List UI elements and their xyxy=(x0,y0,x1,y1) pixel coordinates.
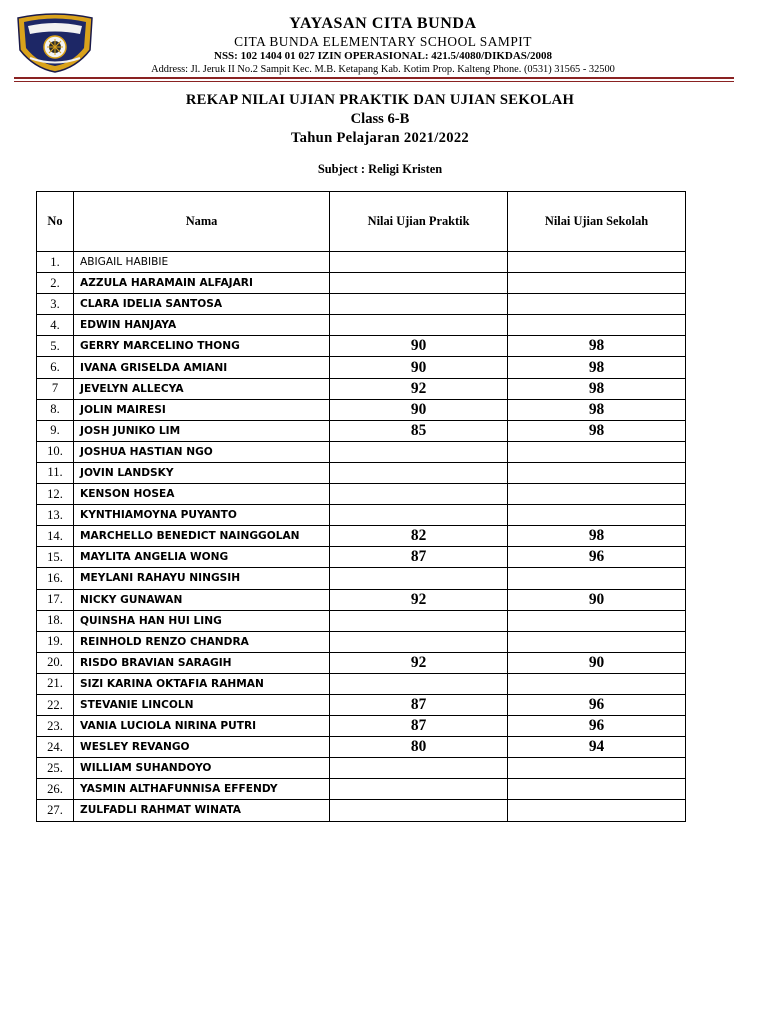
school-score: 90 xyxy=(508,652,686,673)
row-number: 19. xyxy=(37,631,74,652)
letterhead xyxy=(100,14,666,76)
school-score: 98 xyxy=(508,420,686,441)
student-name: KYNTHIAMOYNA PUYANTO xyxy=(74,505,330,526)
table-row xyxy=(37,399,686,420)
table-row xyxy=(37,441,686,462)
school-score: 94 xyxy=(508,737,686,758)
row-number: 7 xyxy=(37,378,74,399)
student-name: MAYLITA ANGELIA WONG xyxy=(74,547,330,568)
row-number: 23. xyxy=(37,716,74,737)
school-score: 96 xyxy=(508,716,686,737)
class-label: Class 6-B xyxy=(350,111,410,127)
table-row xyxy=(37,294,686,315)
student-name: MEYLANI RAHAYU NINGSIH xyxy=(74,568,330,589)
header-no: No xyxy=(37,192,74,252)
table-row xyxy=(37,694,686,715)
student-name: IVANA GRISELDA AMIANI xyxy=(74,357,330,378)
practice-score: 80 xyxy=(330,737,508,758)
row-number: 27. xyxy=(37,800,74,821)
letterhead-divider xyxy=(14,77,734,79)
practice-score xyxy=(330,779,508,800)
table-row xyxy=(37,315,686,336)
academic-year: Tahun Pelajaran 2021/2022 xyxy=(290,130,470,146)
practice-score xyxy=(330,758,508,779)
row-number: 14. xyxy=(37,526,74,547)
row-number: 25. xyxy=(37,758,74,779)
practice-score xyxy=(330,610,508,631)
school-score xyxy=(508,273,686,294)
table-row xyxy=(37,716,686,737)
row-number: 10. xyxy=(37,441,74,462)
practice-score: 92 xyxy=(330,652,508,673)
school-score xyxy=(508,252,686,273)
table-row xyxy=(37,610,686,631)
row-number: 24. xyxy=(37,737,74,758)
row-number: 12. xyxy=(37,484,74,505)
table-row xyxy=(37,526,686,547)
school-score xyxy=(508,673,686,694)
school-score xyxy=(508,505,686,526)
student-name: JOSHUA HASTIAN NGO xyxy=(74,441,330,462)
row-number: 17. xyxy=(37,589,74,610)
table-row xyxy=(37,737,686,758)
school-name: CITA BUNDA ELEMENTARY SCHOOL SAMPIT xyxy=(234,34,532,49)
practice-score: 87 xyxy=(330,716,508,737)
table-row xyxy=(37,631,686,652)
student-name: ABIGAIL HABIBIE xyxy=(74,252,330,273)
school-license: NSS: 102 1404 01 027 IZIN OPERASIONAL: 421.5/4080/DIKDAS/2008 xyxy=(214,50,552,62)
student-name: VANIA LUCIOLA NIRINA PUTRI xyxy=(74,716,330,737)
student-name: ZULFADLI RAHMAT WINATA xyxy=(74,800,330,821)
practice-score: 85 xyxy=(330,420,508,441)
row-number: 20. xyxy=(37,652,74,673)
letterhead-divider-thin xyxy=(14,81,734,82)
practice-score xyxy=(330,462,508,483)
header-school-score: Nilai Ujian Sekolah xyxy=(508,192,686,252)
school-score: 98 xyxy=(508,399,686,420)
foundation-name: YAYASAN CITA BUNDA xyxy=(289,15,477,32)
table-row xyxy=(37,758,686,779)
school-score xyxy=(508,779,686,800)
row-number: 11. xyxy=(37,462,74,483)
table-row xyxy=(37,800,686,821)
school-score xyxy=(508,568,686,589)
practice-score xyxy=(330,505,508,526)
row-number: 5. xyxy=(37,336,74,357)
subject-label: Subject : Religi Kristen xyxy=(317,162,443,176)
student-name: QUINSHA HAN HUI LING xyxy=(74,610,330,631)
school-score: 90 xyxy=(508,589,686,610)
practice-score: 90 xyxy=(330,336,508,357)
row-number: 15. xyxy=(37,547,74,568)
row-number: 16. xyxy=(37,568,74,589)
school-score: 98 xyxy=(508,378,686,399)
row-number: 1. xyxy=(37,252,74,273)
row-number: 22. xyxy=(37,694,74,715)
row-number: 9. xyxy=(37,420,74,441)
document-heading xyxy=(0,91,760,148)
school-logo xyxy=(14,12,96,74)
table-row xyxy=(37,568,686,589)
practice-score xyxy=(330,800,508,821)
row-number: 18. xyxy=(37,610,74,631)
document-title: REKAP NILAI UJIAN PRAKTIK DAN UJIAN SEKOLAH xyxy=(185,92,575,108)
practice-score: 90 xyxy=(330,357,508,378)
row-number: 2. xyxy=(37,273,74,294)
practice-score xyxy=(330,568,508,589)
table-row xyxy=(37,652,686,673)
table-row xyxy=(37,484,686,505)
table-row xyxy=(37,357,686,378)
student-name: SIZI KARINA OKTAFIA RAHMAN xyxy=(74,673,330,694)
school-score xyxy=(508,484,686,505)
table-row xyxy=(37,547,686,568)
row-number: 6. xyxy=(37,357,74,378)
school-score xyxy=(508,758,686,779)
practice-score: 90 xyxy=(330,399,508,420)
table-row xyxy=(37,505,686,526)
table-row xyxy=(37,420,686,441)
table-row xyxy=(37,779,686,800)
table-row xyxy=(37,273,686,294)
student-name: JEVELYN ALLECYA xyxy=(74,378,330,399)
student-name: AZZULA HARAMAIN ALFAJARI xyxy=(74,273,330,294)
student-name: JOSH JUNIKO LIM xyxy=(74,420,330,441)
practice-score: 92 xyxy=(330,378,508,399)
table-header-row xyxy=(37,192,686,252)
practice-score xyxy=(330,631,508,652)
table-row xyxy=(37,673,686,694)
student-name: EDWIN HANJAYA xyxy=(74,315,330,336)
school-score xyxy=(508,631,686,652)
school-crest-icon xyxy=(14,12,96,74)
student-name: YASMIN ALTHAFUNNISA EFFENDY xyxy=(74,779,330,800)
row-number: 8. xyxy=(37,399,74,420)
school-score: 98 xyxy=(508,336,686,357)
student-name: CLARA IDELIA SANTOSA xyxy=(74,294,330,315)
practice-score: 87 xyxy=(330,694,508,715)
school-address: Address: Jl. Jeruk II No.2 Sampit Kec. M.B. Ketapang Kab. Kotim Prop. Kalteng Phone. (0531) 31565 - 32500 xyxy=(151,64,615,75)
table-row xyxy=(37,462,686,483)
grades-table-body xyxy=(37,252,686,822)
student-name: JOVIN LANDSKY xyxy=(74,462,330,483)
row-number: 26. xyxy=(37,779,74,800)
table-row xyxy=(37,378,686,399)
row-number: 4. xyxy=(37,315,74,336)
practice-score xyxy=(330,315,508,336)
practice-score xyxy=(330,484,508,505)
practice-score xyxy=(330,273,508,294)
school-score xyxy=(508,315,686,336)
practice-score xyxy=(330,294,508,315)
school-score: 98 xyxy=(508,357,686,378)
school-score xyxy=(508,462,686,483)
student-name: GERRY MARCELINO THONG xyxy=(74,336,330,357)
student-name: WILLIAM SUHANDOYO xyxy=(74,758,330,779)
school-score xyxy=(508,294,686,315)
table-row xyxy=(37,336,686,357)
school-score xyxy=(508,800,686,821)
row-number: 3. xyxy=(37,294,74,315)
student-name: STEVANIE LINCOLN xyxy=(74,694,330,715)
row-number: 13. xyxy=(37,505,74,526)
school-score: 96 xyxy=(508,547,686,568)
student-name: MARCHELLO BENEDICT NAINGGOLAN xyxy=(74,526,330,547)
school-score xyxy=(508,441,686,462)
table-row xyxy=(37,589,686,610)
table-row xyxy=(37,252,686,273)
header-name: Nama xyxy=(74,192,330,252)
school-score: 96 xyxy=(508,694,686,715)
student-name: JOLIN MAIRESI xyxy=(74,399,330,420)
practice-score: 82 xyxy=(330,526,508,547)
practice-score xyxy=(330,441,508,462)
student-name: NICKY GUNAWAN xyxy=(74,589,330,610)
student-name: WESLEY REVANGO xyxy=(74,737,330,758)
row-number: 21. xyxy=(37,673,74,694)
practice-score: 87 xyxy=(330,547,508,568)
student-name: REINHOLD RENZO CHANDRA xyxy=(74,631,330,652)
school-score: 98 xyxy=(508,526,686,547)
practice-score xyxy=(330,252,508,273)
practice-score: 92 xyxy=(330,589,508,610)
student-name: KENSON HOSEA xyxy=(74,484,330,505)
header-practice-score: Nilai Ujian Praktik xyxy=(330,192,508,252)
school-score xyxy=(508,610,686,631)
grades-table xyxy=(36,191,686,822)
practice-score xyxy=(330,673,508,694)
student-name: RISDO BRAVIAN SARAGIH xyxy=(74,652,330,673)
